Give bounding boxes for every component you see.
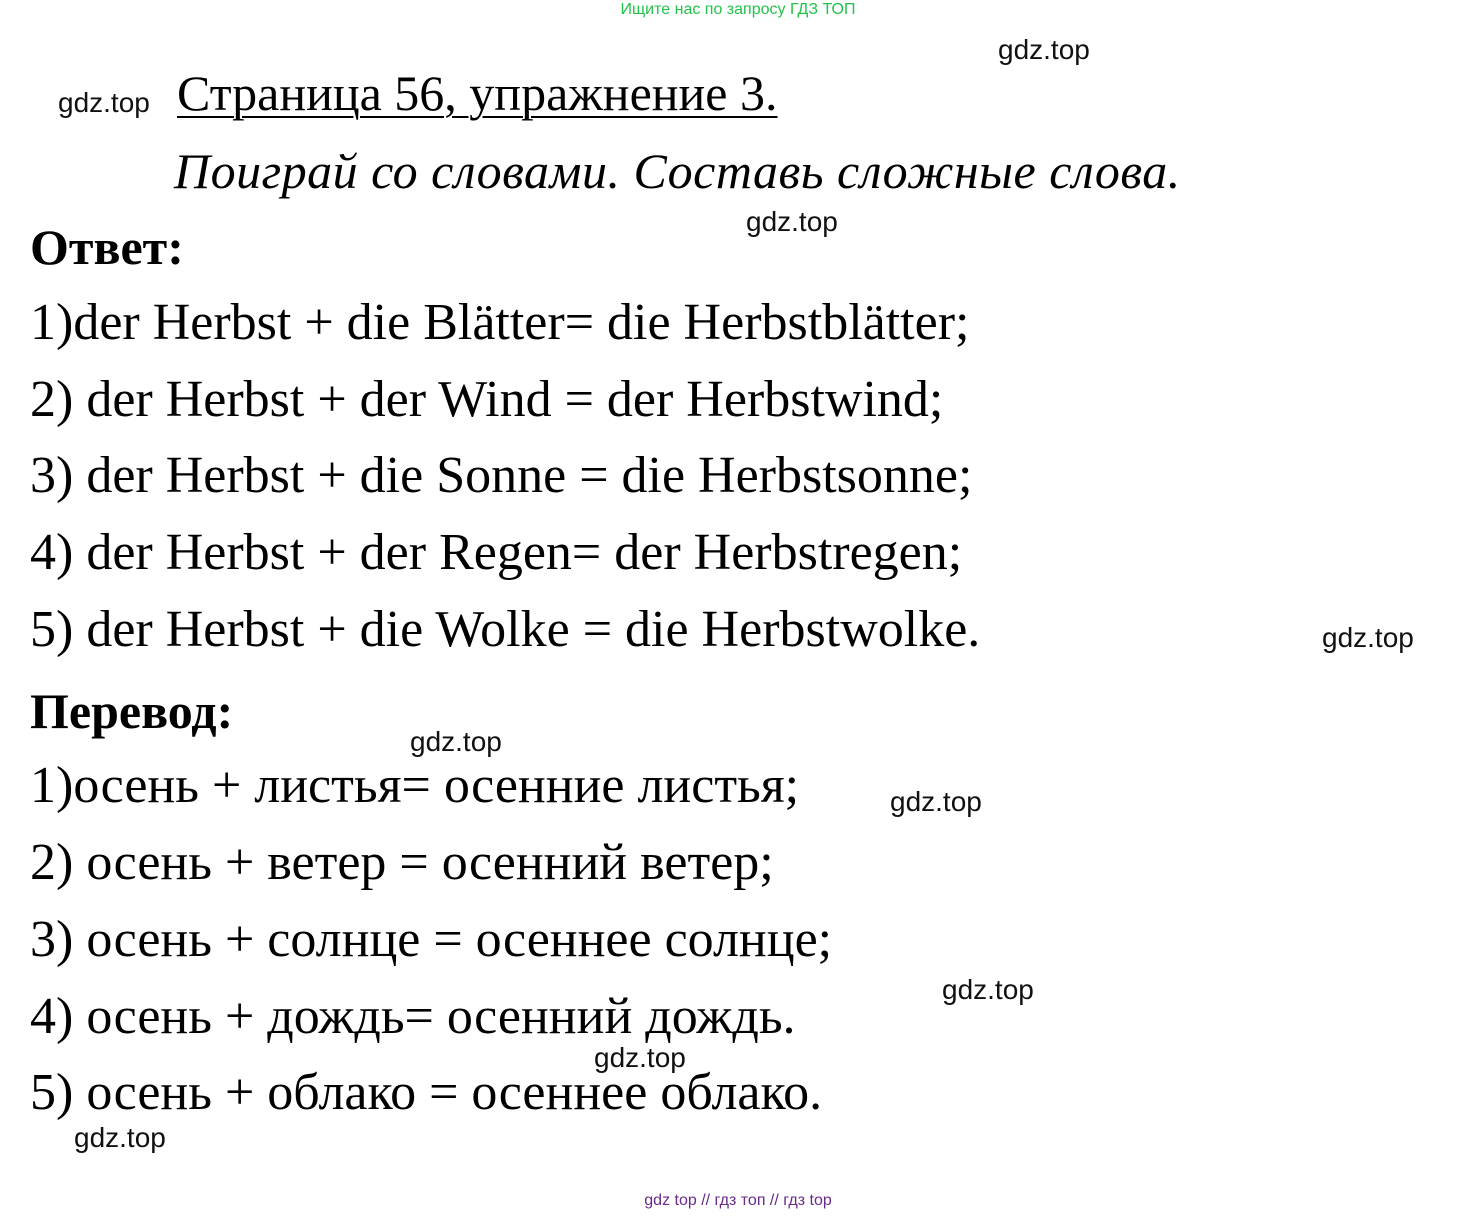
answer-line-2: 2) der Herbst + der Wind = der Herbstwind;	[30, 371, 944, 428]
watermark: gdz.top	[890, 786, 982, 817]
answer-heading: Ответ:	[30, 219, 184, 275]
translation-line-5: 5) осень + облако = осеннее облако.	[30, 1064, 823, 1121]
answer-line-4: 4) der Herbst + der Regen= der Herbstregen;	[30, 524, 963, 581]
page-title: Страница 56, упражнение 3.	[177, 65, 778, 121]
answer-line-1: 1)der Herbst + die Blätter= die Herbstblätter;	[30, 294, 970, 351]
translation-heading: Перевод:	[30, 683, 234, 739]
watermark: gdz.top	[594, 1042, 686, 1073]
watermark: gdz.top	[942, 974, 1034, 1005]
top-banner[interactable]: Ищите нас по запросу ГДЗ ТОП	[620, 1, 856, 18]
watermark: gdz.top	[410, 726, 502, 757]
answer-line-5: 5) der Herbst + die Wolke = die Herbstwolke.	[30, 601, 981, 658]
translation-line-4: 4) осень + дождь= осенний дождь.	[30, 988, 796, 1045]
watermark: gdz.top	[1322, 622, 1414, 653]
footer-links[interactable]: gdz top // гдз топ // гдз top	[644, 1192, 832, 1209]
answer-line-3: 3) der Herbst + die Sonne = die Herbstsonne;	[30, 447, 973, 504]
watermark: gdz.top	[58, 87, 150, 118]
watermark: gdz.top	[746, 206, 838, 237]
watermark: gdz.top	[998, 34, 1090, 65]
translation-line-2: 2) осень + ветер = осенний ветер;	[30, 834, 774, 891]
watermark: gdz.top	[74, 1122, 166, 1153]
task-text: Поиграй со словами. Составь сложные слова.	[174, 143, 1181, 199]
translation-line-3: 3) осень + солнце = осеннее солнце;	[30, 911, 833, 968]
translation-line-1: 1)осень + листья= осенние листья;	[30, 757, 800, 814]
